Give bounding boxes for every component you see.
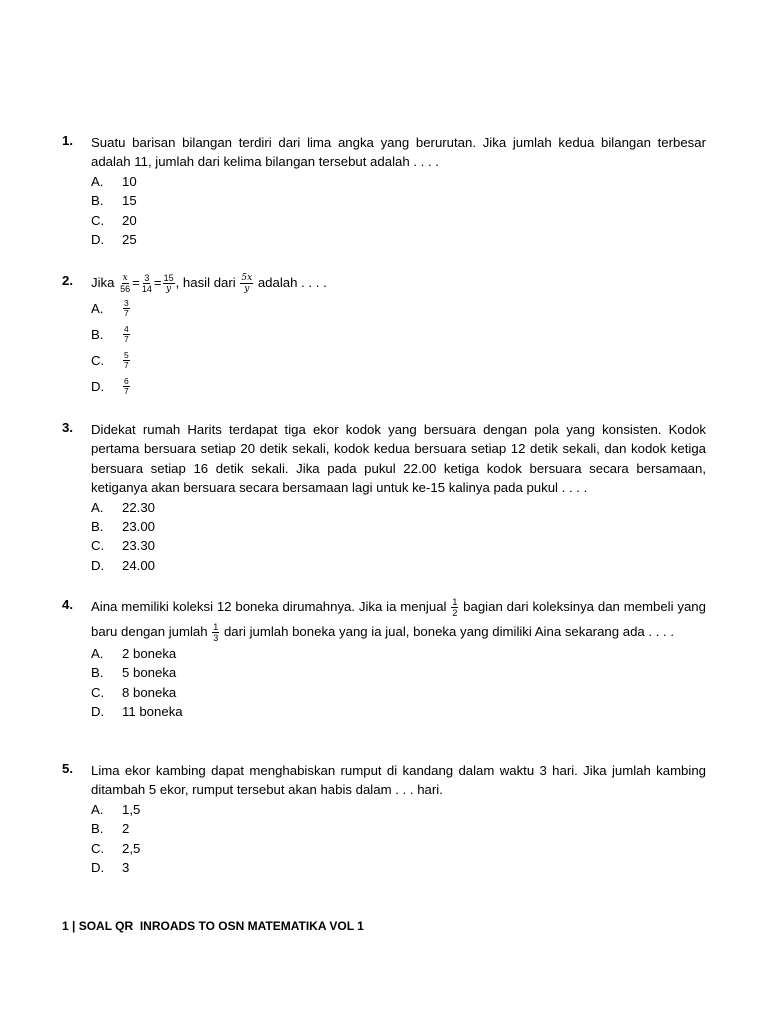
option-a [91, 800, 706, 819]
option-value: 23.30 [122, 538, 156, 554]
option-a [91, 295, 706, 321]
option-value: 22.30 [122, 499, 156, 515]
fraction-5x-y: $\frac{5x}{y}$ [241, 273, 253, 295]
option-letter: A. [91, 499, 104, 515]
option-letter: D. [91, 557, 105, 573]
option-c [91, 838, 706, 857]
options-list [91, 172, 706, 249]
option-letter: D. [91, 859, 105, 875]
option-value: 25 [122, 231, 137, 247]
option-letter: C. [91, 212, 105, 228]
option-d [91, 858, 706, 877]
option-c [91, 683, 706, 702]
option-letter: A. [91, 801, 104, 817]
option-value: 20 [122, 212, 137, 228]
option-c [91, 536, 706, 555]
option-fraction: $\frac{5}{7}$ [124, 349, 129, 370]
option-letter: C. [91, 840, 105, 856]
page-footer: 1 | SOAL QR INROADS TO OSN MATEMATIKA VOL 1 [62, 919, 364, 933]
option-value: 3 [122, 859, 130, 875]
option-letter: D. [91, 704, 105, 720]
option-b [91, 517, 706, 536]
option-letter: B. [91, 326, 104, 342]
option-letter: B. [91, 665, 104, 681]
question-number: 2. [62, 273, 73, 288]
option-value: 23.00 [122, 519, 156, 535]
option-letter: C. [91, 684, 105, 700]
option-letter: D. [91, 378, 105, 394]
option-letter: A. [91, 300, 104, 316]
question-2 [62, 271, 706, 399]
question-text: Jika $\frac{x}{56}$ = $\frac{3}{14}$ = $\frac{15}{y}$ , hasil dari $\frac{5x}{y}$ adalah . . . . [91, 273, 327, 295]
text-prefix: Jika [91, 275, 115, 290]
option-fraction: $\frac{3}{7}$ [124, 297, 129, 318]
option-a [91, 644, 706, 663]
option-b [91, 191, 706, 210]
fraction-3-14: $\frac{3}{14}$ [141, 273, 152, 295]
question-text: Aina memiliki koleksi 12 boneka dirumahnya. Jika ia menjual $\frac{1}{2}$ bagian dari koleksinya dan membeli yang baru dengan jumlah $\frac{1}{3}$ dari jumlah boneka yang ia jual, boneka yang dimiliki Aina sekarang ada . . . . [91, 597, 706, 644]
question-text: Didekat rumah Harits terdapat tiga ekor kodok yang bersuara dengan pola yang konsisten. Kodok pertama bersuara setiap 20 detik sekali, kodok kedua bersuara setiap 12 detik sekali, dan kodok ketiga bersuara setiap 16 detik sekali. Jika pada pukul 22.00 ketiga kodok bersuara secara bersamaan, ketiganya akan bersuara secara bersamaan lagi untuk ke-15 kalinya pada pukul . . . . [91, 422, 706, 496]
option-d [91, 373, 706, 399]
option-letter: D. [91, 231, 105, 247]
options-list [91, 800, 706, 877]
fraction-1-2: $\frac{1}{2}$ [452, 597, 458, 619]
option-letter: B. [91, 193, 104, 209]
question-number: 5. [62, 761, 73, 776]
option-value: 1,5 [122, 801, 141, 817]
option-a [91, 172, 706, 191]
option-c [91, 347, 706, 373]
option-b [91, 819, 706, 838]
option-value: 5 boneka [122, 665, 177, 681]
question-number: 1. [62, 133, 73, 148]
option-a [91, 498, 706, 517]
option-d [91, 556, 706, 575]
option-letter: B. [91, 821, 104, 837]
question-text: Lima ekor kambing dapat menghabiskan rumput di kandang dalam waktu 3 hari. Jika jumlah kambing ditambah 5 ekor, rumput tersebut akan habis dalam . . . hari. [91, 763, 706, 798]
question-3 [62, 420, 706, 575]
option-letter: A. [91, 646, 104, 662]
fraction-x-56: $\frac{x}{56}$ [120, 273, 131, 295]
option-value: 10 [122, 173, 137, 189]
options-list [91, 644, 706, 721]
fraction-1-3: $\frac{1}{3}$ [213, 622, 219, 644]
option-d [91, 230, 706, 249]
options-list [91, 295, 706, 399]
option-d [91, 702, 706, 721]
text-suffix: adalah . . . . [257, 275, 327, 290]
option-letter: A. [91, 173, 104, 189]
fraction-15-y: $\frac{15}{y}$ [163, 273, 174, 295]
option-fraction: $\frac{6}{7}$ [124, 375, 129, 396]
option-value: 8 boneka [122, 684, 177, 700]
options-list [91, 498, 706, 575]
question-text: Suatu barisan bilangan terdiri dari lima angka yang berurutan. Jika jumlah kedua bilangan terbesar adalah 11, jumlah dari kelima bilangan tersebut adalah . . . . [91, 135, 706, 170]
option-value: 24.00 [122, 557, 156, 573]
question-5 [62, 761, 706, 877]
question-1 [62, 133, 706, 249]
question-number: 4. [62, 597, 73, 612]
option-value: 15 [122, 193, 137, 209]
option-letter: C. [91, 352, 105, 368]
option-c [91, 210, 706, 229]
text-mid: , hasil dari [175, 275, 236, 290]
option-b [91, 663, 706, 682]
option-value: 11 boneka [122, 704, 183, 720]
option-fraction: $\frac{4}{7}$ [124, 323, 129, 344]
option-value: 2 [122, 821, 130, 837]
question-number: 3. [62, 420, 73, 435]
option-letter: C. [91, 538, 105, 554]
option-value: 2,5 [122, 840, 141, 856]
option-value: 2 boneka [122, 646, 177, 662]
option-b [91, 321, 706, 347]
question-4 [62, 594, 706, 721]
option-letter: B. [91, 519, 104, 535]
